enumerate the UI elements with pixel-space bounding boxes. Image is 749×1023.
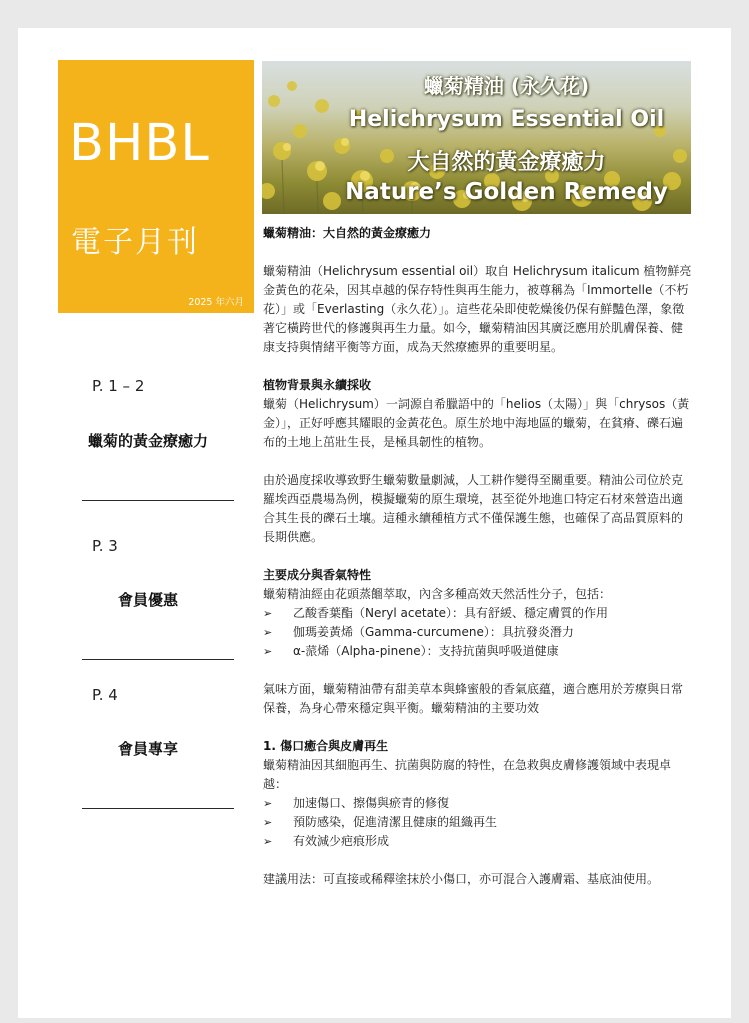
toc-divider <box>82 500 234 501</box>
article-title: 蠟菊精油：大自然的黃金療癒力 <box>263 226 432 240</box>
article-body <box>263 224 693 889</box>
toc-divider <box>82 659 234 660</box>
list-item: ➢ 加速傷口、擦傷與瘀青的修復 <box>263 794 693 813</box>
aroma-paragraph: 氣味方面，蠟菊精油帶有甜美草本與蜂蜜般的香氣底蘊，適合應用於芳療與日常保養，為身心帶來穩定與平衡。蠟菊精油的主要功效 <box>263 682 684 715</box>
list-item: ➢ α-蒎烯（Alpha-pinene）：支持抗菌與呼吸道健康 <box>263 642 693 661</box>
list-item: ➢ 伽瑪姜黃烯（Gamma-curcumene）：具抗發炎潛力 <box>263 623 693 642</box>
arrow-bullet-icon: ➢ <box>263 645 273 658</box>
hero-title-english: Helichrysum Essential Oil <box>348 107 665 132</box>
brand-name: BHBL <box>69 114 210 173</box>
list-item: ➢ 乙酸香葉酯（Neryl acetate）：具有舒緩、穩定膚質的作用 <box>263 604 693 623</box>
hero-banner <box>262 61 691 214</box>
toc-title-3[interactable]: 會員專享 <box>117 740 178 758</box>
list-item: ➢ 有效減少疤痕形成 <box>263 832 693 851</box>
components-intro: 蠟菊精油經由花頭蒸餾萃取，內含多種高效天然活性分子，包括： <box>263 587 612 601</box>
toc-title-1[interactable]: 蠟菊的黃金療癒力 <box>87 432 208 450</box>
hero-subtitle-chinese: 大自然的黃金療癒力 <box>407 150 606 175</box>
hero-subtitle-english: Nature’s Golden Remedy <box>345 179 668 205</box>
toc-divider <box>82 808 234 809</box>
cultivation-paragraph: 由於過度採收導致野生蠟菊數量劇減，人工耕作變得至關重要。精油公司位於克羅埃西亞農場為例，模擬蠟菊的原生環境，甚至從外地進口特定石材來營造出適合其生長的礫石土壤。這種永續種植方式不僅保護生態，也確保了高品質原料的長期供應。 <box>263 473 684 544</box>
arrow-bullet-icon: ➢ <box>263 816 273 829</box>
section-heading: 主要成分與香氣特性 <box>263 568 372 582</box>
issue-date: 2025 年六月 <box>188 297 244 308</box>
background-paragraph: 蠟菊（Helichrysum）一詞源自希臘語中的「helios（太陽）」與「chrysos（黃金）」，正好呼應其耀眼的金黃花色。原生於地中海地區的蠟菊，在貧瘠、礫石遍布的土地上茁壯生長，是極具韌性的植物。 <box>263 397 690 449</box>
toc-page-3: P. 4 <box>92 686 118 704</box>
toc-page-2: P. 3 <box>92 537 118 555</box>
brand-subtitle: 電子月刊 <box>71 225 199 260</box>
arrow-bullet-icon: ➢ <box>263 797 273 810</box>
arrow-bullet-icon: ➢ <box>263 835 273 848</box>
section-heading: 植物背景與永續採收 <box>263 378 372 392</box>
usage-paragraph: 建議用法：可直接或稀釋塗抹於小傷口，亦可混合入護膚霜、基底油使用。 <box>263 872 660 886</box>
intro-paragraph: 蠟菊精油（Helichrysum essential oil）取自 Helichrysum italicum 植物鮮亮金黃色的花朵，因其卓越的保存特性與再生能力，被尊稱為「Immortelle（不朽花）」或「Everlasting（永久花）」。這些花朵即使乾燥後仍保有鮮豔色澤，象徵著它橫跨世代的修護與再生力量。如今，蠟菊精油因其廣泛應用於肌膚保養、健康支持與情緒平衡等方面，成為天然療癒界的重要明星。 <box>263 264 692 354</box>
section-heading: 1. 傷口癒合與皮膚再生 <box>263 739 389 753</box>
hero-title-chinese: 蠟菊精油 (永久花) <box>423 74 590 98</box>
wound-intro: 蠟菊精油因其細胞再生、抗菌與防腐的特性，在急救與皮膚修護領域中表現卓越： <box>263 758 672 791</box>
toc-page-1: P. 1 – 2 <box>92 377 145 395</box>
arrow-bullet-icon: ➢ <box>263 607 273 620</box>
brand-block <box>58 60 254 313</box>
toc-title-2[interactable]: 會員優惠 <box>117 591 178 609</box>
list-item: ➢ 預防感染，促進清潔且健康的組織再生 <box>263 813 693 832</box>
components-list <box>263 604 693 661</box>
wound-list <box>263 794 693 851</box>
arrow-bullet-icon: ➢ <box>263 626 273 639</box>
